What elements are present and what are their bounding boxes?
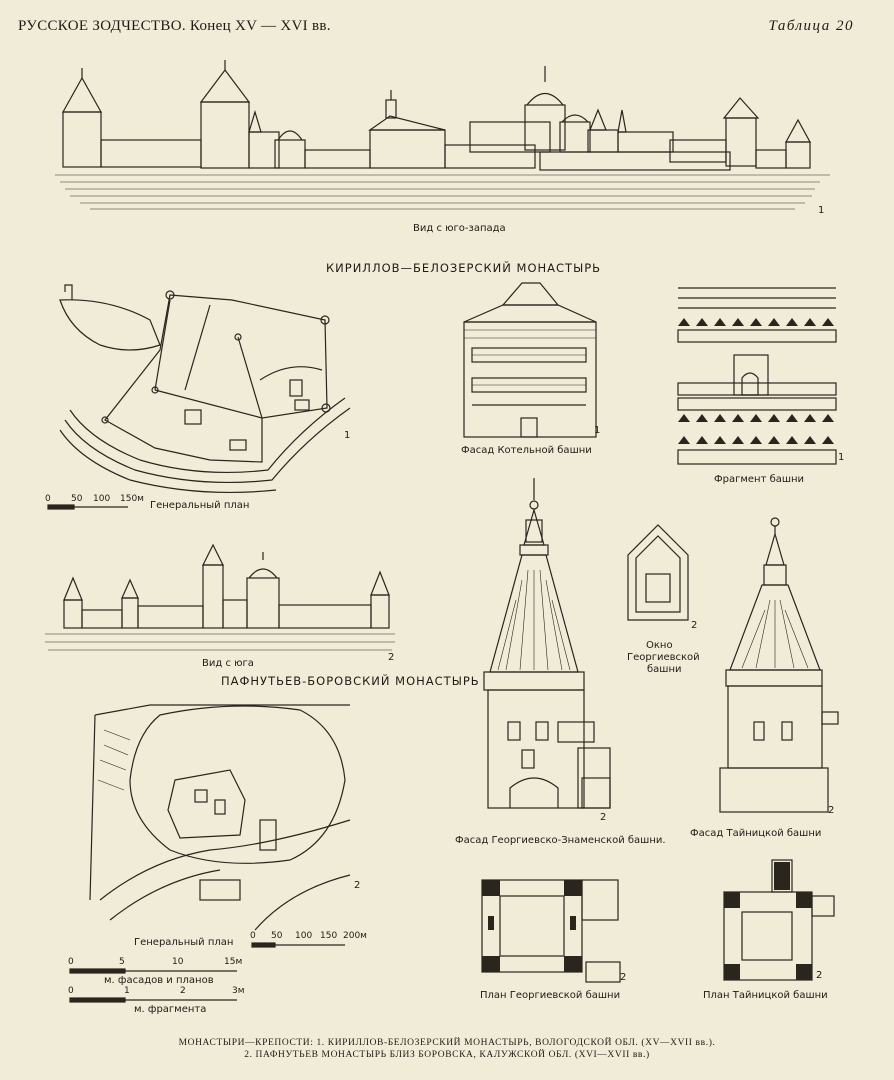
footer-caption-line1: МОНАСТЫРИ—КРЕПОСТИ: 1. КИРИЛЛОВ-БЕЛОЗЕРСКИЙ МОНАСТЫРЬ, ВОЛОГОДСКОЙ ОБЛ. (XV—XVII вв.).	[178, 1038, 716, 1048]
pafnutiev-plan-scale-100: 100	[295, 931, 313, 941]
facade-scale-0: 0	[68, 957, 74, 967]
kirillov-view-caption: Вид с юго-запада	[413, 223, 506, 234]
pafnutiev-plan-scale-200: 200м	[343, 931, 367, 941]
georgievsky-plan-caption: План Георгиевской башни	[480, 990, 621, 1001]
table-number: Таблица 20	[768, 18, 854, 34]
pafnutiev-view-number: 2	[388, 652, 395, 663]
tower-fragment-caption: Фрагмент башни	[714, 474, 805, 485]
tainitskaya-facade-number: 2	[828, 805, 835, 816]
pafnutiev-plan-scale-50: 50	[271, 931, 283, 941]
kirillov-plan-scale-50: 50	[71, 494, 83, 504]
kirillov-plan-caption: Генеральный план	[150, 500, 250, 511]
kirillov-plan-number: 1	[344, 430, 351, 441]
facade-scale-10: 10	[172, 957, 184, 967]
kirillov-plan-scale-0: 0	[45, 494, 51, 504]
pafnutiev-plan-number: 2	[354, 880, 361, 891]
kirillov-view-number: 1	[818, 205, 825, 216]
facade-scale-15: 15м	[224, 957, 243, 967]
fragment-scale-2: 2	[180, 986, 186, 996]
pafnutiev-title: ПАФНУТЬЕВ-БОРОВСКИЙ МОНАСТЫРЬ	[221, 674, 480, 688]
footer-caption-line2: 2. ПАФНУТЬЕВ МОНАСТЫРЬ БЛИЗ БОРОВСКА, КАЛУЖСКОЙ ОБЛ. (XVI—XVII вв.)	[244, 1050, 650, 1060]
facade-scale-5: 5	[119, 957, 125, 967]
pafnutiev-plan-scale-0: 0	[250, 931, 256, 941]
facade-scale-caption: м. фасадов и планов	[104, 975, 214, 986]
kirillov-plan-scale-150: 150м	[120, 494, 144, 504]
pafnutiev-view-caption: Вид с юга	[202, 658, 254, 669]
window-caption-line1: Окно	[646, 640, 673, 651]
kotelnaya-tower-caption: Фасад Котельной башни	[461, 445, 592, 456]
kirillov-title: КИРИЛЛОВ—БЕЛОЗЕРСКИЙ МОНАСТЫРЬ	[326, 261, 602, 275]
georgievsko-facade-number: 2	[600, 812, 607, 823]
georgievsky-plan-number: 2	[620, 972, 627, 983]
fragment-scale-1: 1	[124, 986, 130, 996]
fragment-scale-0: 0	[68, 986, 74, 996]
pafnutiev-plan-scale-150: 150	[320, 931, 338, 941]
tainitskaya-plan-number: 2	[816, 970, 823, 981]
window-number: 2	[691, 620, 698, 631]
kirillov-plan-scale-100: 100	[93, 494, 111, 504]
tainitskaya-plan-caption: План Тайницкой башни	[703, 990, 828, 1001]
window-caption-line2: Георгиевской	[627, 652, 700, 663]
window-caption-line3: башни	[647, 664, 682, 675]
kotelnaya-tower-number: 1	[594, 425, 601, 436]
tainitskaya-facade-caption: Фасад Тайницкой башни	[690, 828, 822, 839]
tower-fragment-number: 1	[838, 452, 845, 463]
fragment-scale-3: 3м	[232, 986, 245, 996]
georgievsko-facade-caption: Фасад Георгиевско-Знаменской башни.	[455, 835, 666, 846]
fragment-scale-caption: м. фрагмента	[134, 1004, 207, 1015]
page-header-title: РУССКОЕ ЗОДЧЕСТВО. Конец XV — XVI вв.	[18, 18, 331, 34]
pafnutiev-plan-caption: Генеральный план	[134, 937, 234, 948]
